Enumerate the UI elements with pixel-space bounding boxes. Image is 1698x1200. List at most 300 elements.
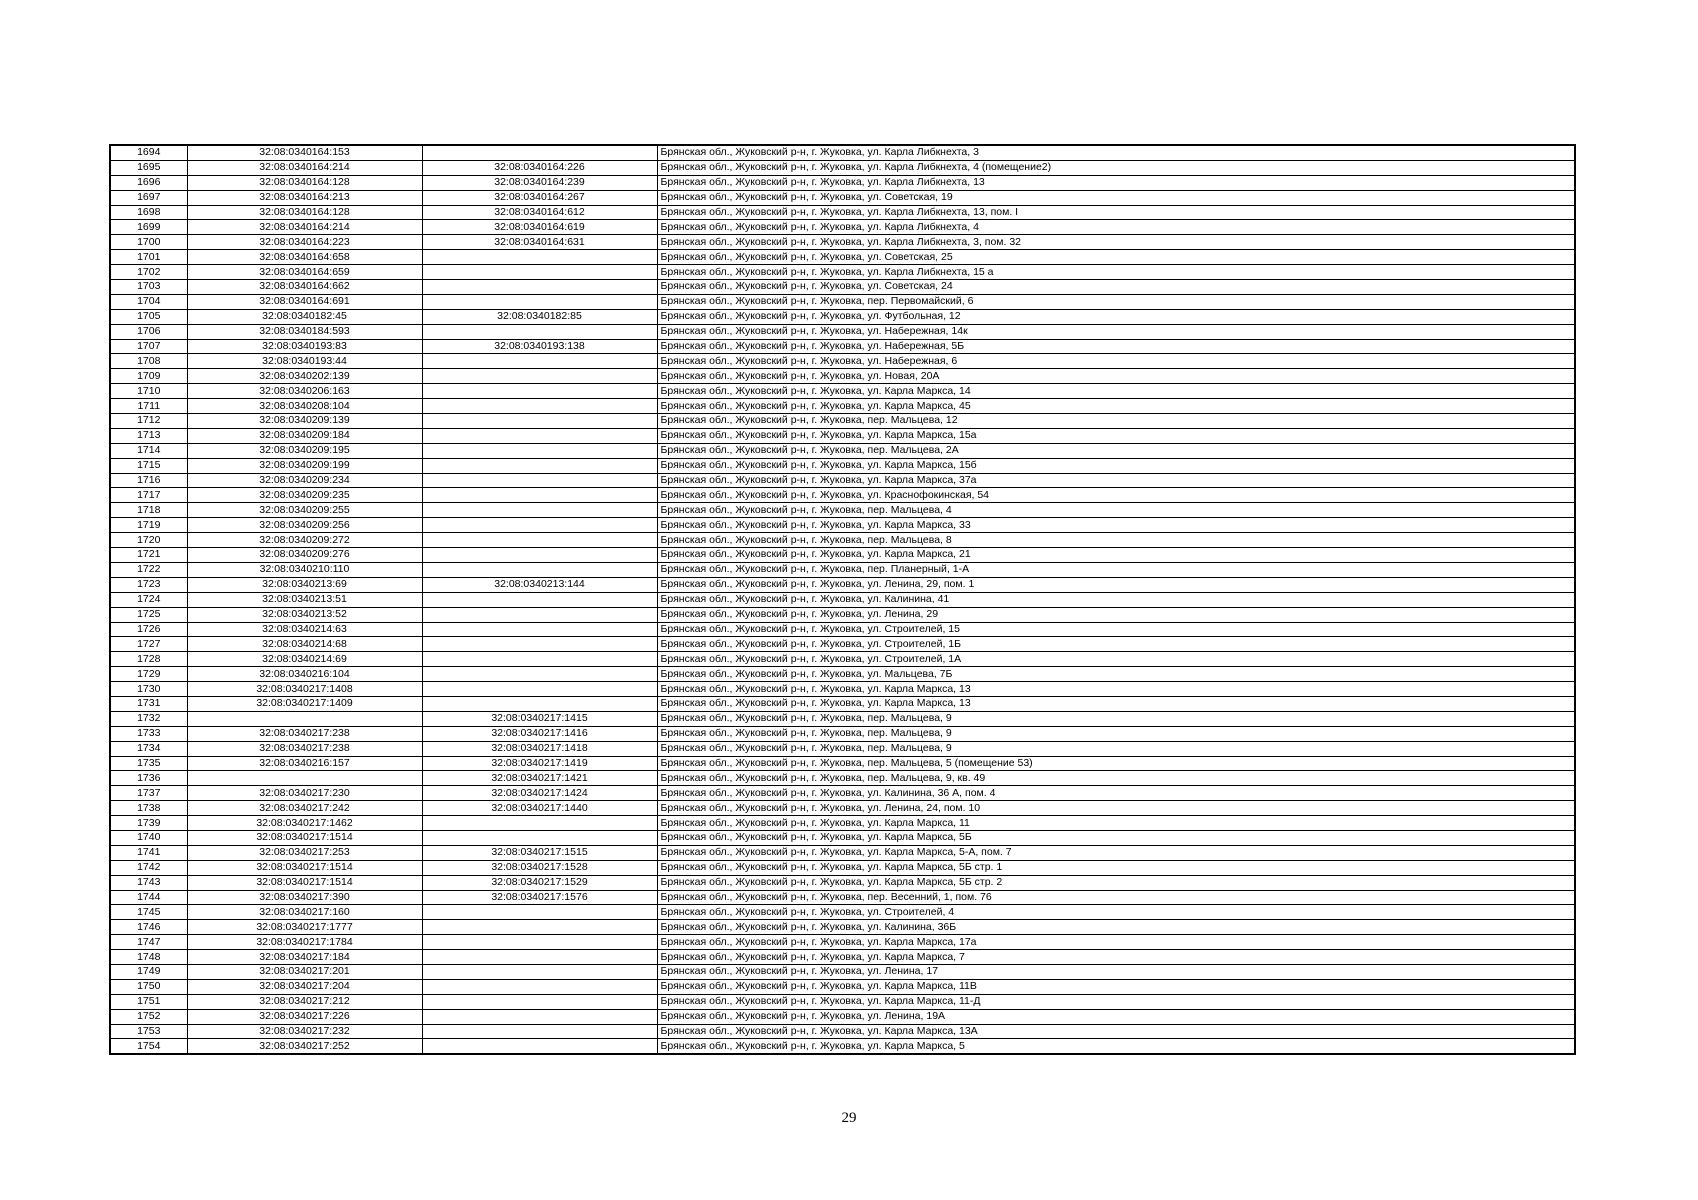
table-row bbox=[110, 577, 1575, 592]
related-cadastral-number-cell bbox=[422, 994, 657, 1009]
address-cell: Брянская обл., Жуковский р-н, г. Жуковка, ул. Набережная, 14к bbox=[657, 324, 1575, 339]
cadastral-number-cell: 32:08:0340213:51 bbox=[187, 592, 422, 607]
table-row bbox=[110, 830, 1575, 845]
cadastral-number-cell: 32:08:0340208:104 bbox=[187, 399, 422, 414]
table-row bbox=[110, 473, 1575, 488]
related-cadastral-number-cell bbox=[422, 1039, 657, 1054]
row-number-cell: 1752 bbox=[110, 1009, 187, 1024]
related-cadastral-number-cell bbox=[422, 294, 657, 309]
address-cell: Брянская обл., Жуковский р-н, г. Жуковка, ул. Набережная, 6 bbox=[657, 354, 1575, 369]
related-cadastral-number-cell bbox=[422, 1024, 657, 1039]
row-number-cell: 1707 bbox=[110, 339, 187, 354]
cadastral-number-cell: 32:08:0340209:272 bbox=[187, 533, 422, 548]
row-number-cell: 1727 bbox=[110, 637, 187, 652]
row-number-cell: 1711 bbox=[110, 399, 187, 414]
cadastral-number-cell: 32:08:0340164:214 bbox=[187, 220, 422, 235]
address-cell: Брянская обл., Жуковский р-н, г. Жуковка, ул. Калинина, 36 А, пом. 4 bbox=[657, 786, 1575, 801]
table-row bbox=[110, 250, 1575, 265]
related-cadastral-number-cell bbox=[422, 458, 657, 473]
address-cell: Брянская обл., Жуковский р-н, г. Жуковка, ул. Карла Маркса, 13 bbox=[657, 696, 1575, 711]
table-row bbox=[110, 592, 1575, 607]
related-cadastral-number-cell: 32:08:0340217:1418 bbox=[422, 741, 657, 756]
related-cadastral-number-cell: 32:08:0340213:144 bbox=[422, 577, 657, 592]
address-cell: Брянская обл., Жуковский р-н, г. Жуковка, ул. Ленина, 24, пом. 10 bbox=[657, 801, 1575, 816]
table-row bbox=[110, 1024, 1575, 1039]
table-row bbox=[110, 890, 1575, 905]
row-number-cell: 1750 bbox=[110, 979, 187, 994]
row-number-cell: 1731 bbox=[110, 696, 187, 711]
address-cell: Брянская обл., Жуковский р-н, г. Жуковка, пер. Мальцева, 9 bbox=[657, 726, 1575, 741]
row-number-cell: 1709 bbox=[110, 369, 187, 384]
related-cadastral-number-cell bbox=[422, 443, 657, 458]
address-cell: Брянская обл., Жуковский р-н, г. Жуковка, ул. Карла Маркса, 15б bbox=[657, 458, 1575, 473]
table-row bbox=[110, 309, 1575, 324]
row-number-cell: 1732 bbox=[110, 711, 187, 726]
cadastral-number-cell: 32:08:0340217:230 bbox=[187, 786, 422, 801]
table-row bbox=[110, 905, 1575, 920]
address-cell: Брянская обл., Жуковский р-н, г. Жуковка, ул. Набережная, 5Б bbox=[657, 339, 1575, 354]
cadastral-number-cell: 32:08:0340217:184 bbox=[187, 950, 422, 965]
address-cell: Брянская обл., Жуковский р-н, г. Жуковка, ул. Строителей, 4 bbox=[657, 905, 1575, 920]
row-number-cell: 1720 bbox=[110, 533, 187, 548]
address-cell: Брянская обл., Жуковский р-н, г. Жуковка, ул. Ленина, 29, пом. 1 bbox=[657, 577, 1575, 592]
table-row bbox=[110, 339, 1575, 354]
related-cadastral-number-cell: 32:08:0340164:267 bbox=[422, 190, 657, 205]
row-number-cell: 1730 bbox=[110, 682, 187, 697]
address-cell: Брянская обл., Жуковский р-н, г. Жуковка, ул. Карла Маркса, 11-Д bbox=[657, 994, 1575, 1009]
address-cell: Брянская обл., Жуковский р-н, г. Жуковка, ул. Ленина, 29 bbox=[657, 607, 1575, 622]
cadastral-number-cell: 32:08:0340164:128 bbox=[187, 175, 422, 190]
cadastral-number-cell: 32:08:0340164:128 bbox=[187, 205, 422, 220]
address-cell: Брянская обл., Жуковский р-н, г. Жуковка, пер. Мальцева, 8 bbox=[657, 533, 1575, 548]
cadastral-number-cell: 32:08:0340164:213 bbox=[187, 190, 422, 205]
address-cell: Брянская обл., Жуковский р-н, г. Жуковка, пер. Мальцева, 4 bbox=[657, 503, 1575, 518]
related-cadastral-number-cell bbox=[422, 979, 657, 994]
related-cadastral-number-cell bbox=[422, 652, 657, 667]
related-cadastral-number-cell bbox=[422, 607, 657, 622]
row-number-cell: 1736 bbox=[110, 771, 187, 786]
cadastral-number-cell bbox=[187, 771, 422, 786]
row-number-cell: 1718 bbox=[110, 503, 187, 518]
cadastral-number-cell: 32:08:0340217:242 bbox=[187, 801, 422, 816]
cadastral-number-cell: 32:08:0340214:68 bbox=[187, 637, 422, 652]
related-cadastral-number-cell bbox=[422, 145, 657, 160]
cadastral-number-cell: 32:08:0340217:253 bbox=[187, 845, 422, 860]
cadastral-number-cell: 32:08:0340216:104 bbox=[187, 667, 422, 682]
address-cell: Брянская обл., Жуковский р-н, г. Жуковка, ул. Карла Маркса, 5Б стр. 2 bbox=[657, 875, 1575, 890]
address-cell: Брянская обл., Жуковский р-н, г. Жуковка, ул. Карла Маркса, 5Б стр. 1 bbox=[657, 860, 1575, 875]
table-row bbox=[110, 1039, 1575, 1054]
cadastral-number-cell: 32:08:0340216:157 bbox=[187, 756, 422, 771]
cadastral-number-cell: 32:08:0340217:204 bbox=[187, 979, 422, 994]
related-cadastral-number-cell bbox=[422, 622, 657, 637]
table-row bbox=[110, 488, 1575, 503]
cadastral-number-cell: 32:08:0340217:1784 bbox=[187, 935, 422, 950]
row-number-cell: 1748 bbox=[110, 950, 187, 965]
table-row bbox=[110, 964, 1575, 979]
related-cadastral-number-cell bbox=[422, 280, 657, 295]
cadastral-number-cell: 32:08:0340217:1514 bbox=[187, 860, 422, 875]
table-row bbox=[110, 414, 1575, 429]
related-cadastral-number-cell: 32:08:0340217:1416 bbox=[422, 726, 657, 741]
row-number-cell: 1744 bbox=[110, 890, 187, 905]
row-number-cell: 1721 bbox=[110, 548, 187, 563]
cadastral-number-cell: 32:08:0340209:195 bbox=[187, 443, 422, 458]
cadastral-number-cell: 32:08:0340164:691 bbox=[187, 294, 422, 309]
row-number-cell: 1701 bbox=[110, 250, 187, 265]
table-row bbox=[110, 696, 1575, 711]
row-number-cell: 1713 bbox=[110, 428, 187, 443]
table-row bbox=[110, 875, 1575, 890]
table-row bbox=[110, 711, 1575, 726]
related-cadastral-number-cell bbox=[422, 816, 657, 831]
cadastral-number-cell: 32:08:0340209:235 bbox=[187, 488, 422, 503]
address-cell: Брянская обл., Жуковский р-н, г. Жуковка, ул. Карла Маркса, 5Б bbox=[657, 830, 1575, 845]
row-number-cell: 1754 bbox=[110, 1039, 187, 1054]
address-cell: Брянская обл., Жуковский р-н, г. Жуковка, ул. Карла Маркса, 5 bbox=[657, 1039, 1575, 1054]
table-row bbox=[110, 771, 1575, 786]
cadastral-number-cell: 32:08:0340213:52 bbox=[187, 607, 422, 622]
table-row bbox=[110, 190, 1575, 205]
related-cadastral-number-cell bbox=[422, 488, 657, 503]
cadastral-number-cell: 32:08:0340217:238 bbox=[187, 741, 422, 756]
address-cell: Брянская обл., Жуковский р-н, г. Жуковка, ул. Карла Маркса, 37а bbox=[657, 473, 1575, 488]
table-row bbox=[110, 428, 1575, 443]
address-cell: Брянская обл., Жуковский р-н, г. Жуковка, ул. Карла Либкнехта, 3, пом. 32 bbox=[657, 235, 1575, 250]
cadastral-number-cell: 32:08:0340217:1462 bbox=[187, 816, 422, 831]
cadastral-number-cell: 32:08:0340193:44 bbox=[187, 354, 422, 369]
row-number-cell: 1708 bbox=[110, 354, 187, 369]
row-number-cell: 1716 bbox=[110, 473, 187, 488]
related-cadastral-number-cell: 32:08:0340217:1528 bbox=[422, 860, 657, 875]
cadastral-number-cell: 32:08:0340164:153 bbox=[187, 145, 422, 160]
related-cadastral-number-cell bbox=[422, 265, 657, 280]
table-row bbox=[110, 726, 1575, 741]
table-row bbox=[110, 756, 1575, 771]
cadastral-number-cell bbox=[187, 711, 422, 726]
address-cell: Брянская обл., Жуковский р-н, г. Жуковка, ул. Карла Либкнехта, 4 bbox=[657, 220, 1575, 235]
related-cadastral-number-cell bbox=[422, 1009, 657, 1024]
related-cadastral-number-cell: 32:08:0340164:239 bbox=[422, 175, 657, 190]
table-row bbox=[110, 160, 1575, 175]
table-row bbox=[110, 205, 1575, 220]
row-number-cell: 1722 bbox=[110, 562, 187, 577]
cadastral-number-cell: 32:08:0340209:184 bbox=[187, 428, 422, 443]
table-row bbox=[110, 518, 1575, 533]
cadastral-number-cell: 32:08:0340209:276 bbox=[187, 548, 422, 563]
table-row bbox=[110, 324, 1575, 339]
cadastral-number-cell: 32:08:0340213:69 bbox=[187, 577, 422, 592]
address-cell: Брянская обл., Жуковский р-н, г. Жуковка, ул. Карла Либкнехта, 15 а bbox=[657, 265, 1575, 280]
related-cadastral-number-cell bbox=[422, 562, 657, 577]
table-row bbox=[110, 235, 1575, 250]
related-cadastral-number-cell bbox=[422, 964, 657, 979]
related-cadastral-number-cell bbox=[422, 548, 657, 563]
address-cell: Брянская обл., Жуковский р-н, г. Жуковка, ул. Карла Либкнехта, 13, пом. I bbox=[657, 205, 1575, 220]
related-cadastral-number-cell: 32:08:0340164:612 bbox=[422, 205, 657, 220]
table-row bbox=[110, 845, 1575, 860]
related-cadastral-number-cell bbox=[422, 250, 657, 265]
row-number-cell: 1734 bbox=[110, 741, 187, 756]
row-number-cell: 1737 bbox=[110, 786, 187, 801]
address-cell: Брянская обл., Жуковский р-н, г. Жуковка, ул. Ленина, 19А bbox=[657, 1009, 1575, 1024]
row-number-cell: 1717 bbox=[110, 488, 187, 503]
cadastral-number-cell: 32:08:0340217:232 bbox=[187, 1024, 422, 1039]
address-cell: Брянская обл., Жуковский р-н, г. Жуковка, пер. Мальцева, 9 bbox=[657, 741, 1575, 756]
row-number-cell: 1715 bbox=[110, 458, 187, 473]
cadastral-number-cell: 32:08:0340182:45 bbox=[187, 309, 422, 324]
row-number-cell: 1699 bbox=[110, 220, 187, 235]
row-number-cell: 1710 bbox=[110, 384, 187, 399]
address-cell: Брянская обл., Жуковский р-н, г. Жуковка, ул. Карла Маркса, 17а bbox=[657, 935, 1575, 950]
cadastral-number-cell: 32:08:0340214:63 bbox=[187, 622, 422, 637]
row-number-cell: 1704 bbox=[110, 294, 187, 309]
table-row bbox=[110, 622, 1575, 637]
page-number: 29 bbox=[841, 1110, 857, 1126]
address-cell: Брянская обл., Жуковский р-н, г. Жуковка, ул. Краснофокинская, 54 bbox=[657, 488, 1575, 503]
related-cadastral-number-cell: 32:08:0340182:85 bbox=[422, 309, 657, 324]
row-number-cell: 1698 bbox=[110, 205, 187, 220]
address-cell: Брянская обл., Жуковский р-н, г. Жуковка, пер. Весенний, 1, пом. 76 bbox=[657, 890, 1575, 905]
address-cell: Брянская обл., Жуковский р-н, г. Жуковка, пер. Мальцева, 9, кв. 49 bbox=[657, 771, 1575, 786]
address-cell: Брянская обл., Жуковский р-н, г. Жуковка, ул. Карла Маркса, 11 bbox=[657, 816, 1575, 831]
cadastral-number-cell: 32:08:0340217:238 bbox=[187, 726, 422, 741]
table-row bbox=[110, 399, 1575, 414]
address-cell: Брянская обл., Жуковский р-н, г. Жуковка, ул. Ленина, 17 bbox=[657, 964, 1575, 979]
table-row bbox=[110, 443, 1575, 458]
address-cell: Брянская обл., Жуковский р-н, г. Жуковка, ул. Строителей, 1Б bbox=[657, 637, 1575, 652]
cadastral-number-cell: 32:08:0340164:662 bbox=[187, 280, 422, 295]
table-row bbox=[110, 384, 1575, 399]
table-row bbox=[110, 265, 1575, 280]
table-row bbox=[110, 652, 1575, 667]
table-row bbox=[110, 503, 1575, 518]
related-cadastral-number-cell bbox=[422, 503, 657, 518]
row-number-cell: 1706 bbox=[110, 324, 187, 339]
address-cell: Брянская обл., Жуковский р-н, г. Жуковка, ул. Футбольная, 12 bbox=[657, 309, 1575, 324]
table-row bbox=[110, 458, 1575, 473]
row-number-cell: 1705 bbox=[110, 309, 187, 324]
row-number-cell: 1749 bbox=[110, 964, 187, 979]
cadastral-number-cell: 32:08:0340217:226 bbox=[187, 1009, 422, 1024]
cadastral-number-cell: 32:08:0340217:201 bbox=[187, 964, 422, 979]
address-cell: Брянская обл., Жуковский р-н, г. Жуковка, ул. Карла Маркса, 15а bbox=[657, 428, 1575, 443]
cadastral-number-cell: 32:08:0340202:139 bbox=[187, 369, 422, 384]
table-row bbox=[110, 682, 1575, 697]
address-cell: Брянская обл., Жуковский р-н, г. Жуковка, ул. Карла Маркса, 14 bbox=[657, 384, 1575, 399]
cadastral-number-cell: 32:08:0340210:110 bbox=[187, 562, 422, 577]
related-cadastral-number-cell bbox=[422, 518, 657, 533]
table-row bbox=[110, 667, 1575, 682]
table-row bbox=[110, 1009, 1575, 1024]
row-number-cell: 1714 bbox=[110, 443, 187, 458]
related-cadastral-number-cell bbox=[422, 637, 657, 652]
related-cadastral-number-cell bbox=[422, 905, 657, 920]
related-cadastral-number-cell: 32:08:0340217:1424 bbox=[422, 786, 657, 801]
row-number-cell: 1743 bbox=[110, 875, 187, 890]
row-number-cell: 1700 bbox=[110, 235, 187, 250]
address-cell: Брянская обл., Жуковский р-н, г. Жуковка, пер. Мальцева, 2А bbox=[657, 443, 1575, 458]
row-number-cell: 1728 bbox=[110, 652, 187, 667]
related-cadastral-number-cell: 32:08:0340193:138 bbox=[422, 339, 657, 354]
table-row bbox=[110, 294, 1575, 309]
row-number-cell: 1751 bbox=[110, 994, 187, 1009]
row-number-cell: 1696 bbox=[110, 175, 187, 190]
row-number-cell: 1712 bbox=[110, 414, 187, 429]
related-cadastral-number-cell bbox=[422, 950, 657, 965]
table-row bbox=[110, 979, 1575, 994]
cadastral-number-cell: 32:08:0340214:69 bbox=[187, 652, 422, 667]
row-number-cell: 1725 bbox=[110, 607, 187, 622]
table-row bbox=[110, 607, 1575, 622]
row-number-cell: 1740 bbox=[110, 830, 187, 845]
row-number-cell: 1703 bbox=[110, 280, 187, 295]
related-cadastral-number-cell: 32:08:0340217:1529 bbox=[422, 875, 657, 890]
address-cell: Брянская обл., Жуковский р-н, г. Жуковка, ул. Советская, 25 bbox=[657, 250, 1575, 265]
address-cell: Брянская обл., Жуковский р-н, г. Жуковка, ул. Строителей, 15 bbox=[657, 622, 1575, 637]
related-cadastral-number-cell bbox=[422, 384, 657, 399]
table-row bbox=[110, 920, 1575, 935]
related-cadastral-number-cell bbox=[422, 473, 657, 488]
related-cadastral-number-cell bbox=[422, 369, 657, 384]
address-cell: Брянская обл., Жуковский р-н, г. Жуковка, пер. Мальцева, 5 (помещение 53) bbox=[657, 756, 1575, 771]
table-row bbox=[110, 786, 1575, 801]
table-row bbox=[110, 175, 1575, 190]
row-number-cell: 1753 bbox=[110, 1024, 187, 1039]
related-cadastral-number-cell bbox=[422, 324, 657, 339]
cadastral-number-cell: 32:08:0340217:1514 bbox=[187, 875, 422, 890]
address-cell: Брянская обл., Жуковский р-н, г. Жуковка, пер. Мальцева, 12 bbox=[657, 414, 1575, 429]
address-cell: Брянская обл., Жуковский р-н, г. Жуковка, ул. Калинина, 41 bbox=[657, 592, 1575, 607]
row-number-cell: 1694 bbox=[110, 145, 187, 160]
address-cell: Брянская обл., Жуковский р-н, г. Жуковка, ул. Карла Либкнехта, 13 bbox=[657, 175, 1575, 190]
cadastral-number-cell: 32:08:0340217:1409 bbox=[187, 696, 422, 711]
cadastral-number-cell: 32:08:0340209:234 bbox=[187, 473, 422, 488]
related-cadastral-number-cell bbox=[422, 696, 657, 711]
related-cadastral-number-cell: 32:08:0340217:1576 bbox=[422, 890, 657, 905]
cadastral-number-cell: 32:08:0340164:214 bbox=[187, 160, 422, 175]
cadastral-number-cell: 32:08:0340164:659 bbox=[187, 265, 422, 280]
address-cell: Брянская обл., Жуковский р-н, г. Жуковка, пер. Первомайский, 6 bbox=[657, 294, 1575, 309]
address-cell: Брянская обл., Жуковский р-н, г. Жуковка, ул. Советская, 19 bbox=[657, 190, 1575, 205]
table-row bbox=[110, 354, 1575, 369]
row-number-cell: 1746 bbox=[110, 920, 187, 935]
address-cell: Брянская обл., Жуковский р-н, г. Жуковка, ул. Новая, 20А bbox=[657, 369, 1575, 384]
address-cell: Брянская обл., Жуковский р-н, г. Жуковка, пер. Мальцева, 9 bbox=[657, 711, 1575, 726]
related-cadastral-number-cell bbox=[422, 428, 657, 443]
cadastral-number-cell: 32:08:0340184:593 bbox=[187, 324, 422, 339]
cadastral-number-cell: 32:08:0340193:83 bbox=[187, 339, 422, 354]
row-number-cell: 1726 bbox=[110, 622, 187, 637]
table-row bbox=[110, 741, 1575, 756]
row-number-cell: 1733 bbox=[110, 726, 187, 741]
cadastral-number-cell: 32:08:0340217:212 bbox=[187, 994, 422, 1009]
row-number-cell: 1745 bbox=[110, 905, 187, 920]
row-number-cell: 1742 bbox=[110, 860, 187, 875]
related-cadastral-number-cell: 32:08:0340217:1421 bbox=[422, 771, 657, 786]
table-row bbox=[110, 801, 1575, 816]
table-row bbox=[110, 145, 1575, 160]
related-cadastral-number-cell: 32:08:0340164:631 bbox=[422, 235, 657, 250]
address-cell: Брянская обл., Жуковский р-н, г. Жуковка, ул. Карла Маркса, 45 bbox=[657, 399, 1575, 414]
table-row bbox=[110, 816, 1575, 831]
table-row bbox=[110, 860, 1575, 875]
row-number-cell: 1697 bbox=[110, 190, 187, 205]
table-row bbox=[110, 994, 1575, 1009]
address-cell: Брянская обл., Жуковский р-н, г. Жуковка, пер. Планерный, 1-А bbox=[657, 562, 1575, 577]
row-number-cell: 1729 bbox=[110, 667, 187, 682]
property-registry-table bbox=[109, 144, 1576, 1055]
table-row bbox=[110, 280, 1575, 295]
row-number-cell: 1695 bbox=[110, 160, 187, 175]
cadastral-number-cell: 32:08:0340209:199 bbox=[187, 458, 422, 473]
table-row bbox=[110, 935, 1575, 950]
related-cadastral-number-cell bbox=[422, 533, 657, 548]
cadastral-number-cell: 32:08:0340217:1777 bbox=[187, 920, 422, 935]
cadastral-number-cell: 32:08:0340206:163 bbox=[187, 384, 422, 399]
registry-table-body bbox=[110, 145, 1575, 1054]
row-number-cell: 1738 bbox=[110, 801, 187, 816]
address-cell: Брянская обл., Жуковский р-н, г. Жуковка, ул. Карла Маркса, 7 bbox=[657, 950, 1575, 965]
related-cadastral-number-cell: 32:08:0340164:226 bbox=[422, 160, 657, 175]
address-cell: Брянская обл., Жуковский р-н, г. Жуковка, ул. Строителей, 1А bbox=[657, 652, 1575, 667]
address-cell: Брянская обл., Жуковский р-н, г. Жуковка, ул. Калинина, 36Б bbox=[657, 920, 1575, 935]
cadastral-number-cell: 32:08:0340217:252 bbox=[187, 1039, 422, 1054]
row-number-cell: 1747 bbox=[110, 935, 187, 950]
cadastral-number-cell: 32:08:0340217:1408 bbox=[187, 682, 422, 697]
cadastral-number-cell: 32:08:0340164:223 bbox=[187, 235, 422, 250]
cadastral-number-cell: 32:08:0340217:1514 bbox=[187, 830, 422, 845]
address-cell: Брянская обл., Жуковский р-н, г. Жуковка, ул. Карла Маркса, 21 bbox=[657, 548, 1575, 563]
related-cadastral-number-cell: 32:08:0340217:1415 bbox=[422, 711, 657, 726]
row-number-cell: 1724 bbox=[110, 592, 187, 607]
address-cell: Брянская обл., Жуковский р-н, г. Жуковка, ул. Карла Либкнехта, 4 (помещение2) bbox=[657, 160, 1575, 175]
related-cadastral-number-cell bbox=[422, 399, 657, 414]
cadastral-number-cell: 32:08:0340209:139 bbox=[187, 414, 422, 429]
table-row bbox=[110, 637, 1575, 652]
address-cell: Брянская обл., Жуковский р-н, г. Жуковка, ул. Карла Либкнехта, 3 bbox=[657, 145, 1575, 160]
related-cadastral-number-cell bbox=[422, 920, 657, 935]
cadastral-number-cell: 32:08:0340217:390 bbox=[187, 890, 422, 905]
address-cell: Брянская обл., Жуковский р-н, г. Жуковка, ул. Мальцева, 7Б bbox=[657, 667, 1575, 682]
address-cell: Брянская обл., Жуковский р-н, г. Жуковка, ул. Карла Маркса, 33 bbox=[657, 518, 1575, 533]
cadastral-number-cell: 32:08:0340217:160 bbox=[187, 905, 422, 920]
related-cadastral-number-cell: 32:08:0340217:1515 bbox=[422, 845, 657, 860]
table-row bbox=[110, 533, 1575, 548]
related-cadastral-number-cell bbox=[422, 414, 657, 429]
address-cell: Брянская обл., Жуковский р-н, г. Жуковка, ул. Карла Маркса, 5-А, пом. 7 bbox=[657, 845, 1575, 860]
related-cadastral-number-cell bbox=[422, 667, 657, 682]
address-cell: Брянская обл., Жуковский р-н, г. Жуковка, ул. Карла Маркса, 11В bbox=[657, 979, 1575, 994]
cadastral-number-cell: 32:08:0340209:255 bbox=[187, 503, 422, 518]
cadastral-number-cell: 32:08:0340164:658 bbox=[187, 250, 422, 265]
related-cadastral-number-cell: 32:08:0340164:619 bbox=[422, 220, 657, 235]
table-row bbox=[110, 548, 1575, 563]
row-number-cell: 1719 bbox=[110, 518, 187, 533]
address-cell: Брянская обл., Жуковский р-н, г. Жуковка, ул. Советская, 24 bbox=[657, 280, 1575, 295]
related-cadastral-number-cell: 32:08:0340217:1440 bbox=[422, 801, 657, 816]
address-cell: Брянская обл., Жуковский р-н, г. Жуковка, ул. Карла Маркса, 13А bbox=[657, 1024, 1575, 1039]
related-cadastral-number-cell bbox=[422, 592, 657, 607]
table-row bbox=[110, 950, 1575, 965]
cadastral-number-cell: 32:08:0340209:256 bbox=[187, 518, 422, 533]
row-number-cell: 1702 bbox=[110, 265, 187, 280]
related-cadastral-number-cell: 32:08:0340217:1419 bbox=[422, 756, 657, 771]
related-cadastral-number-cell bbox=[422, 354, 657, 369]
row-number-cell: 1735 bbox=[110, 756, 187, 771]
row-number-cell: 1723 bbox=[110, 577, 187, 592]
related-cadastral-number-cell bbox=[422, 830, 657, 845]
